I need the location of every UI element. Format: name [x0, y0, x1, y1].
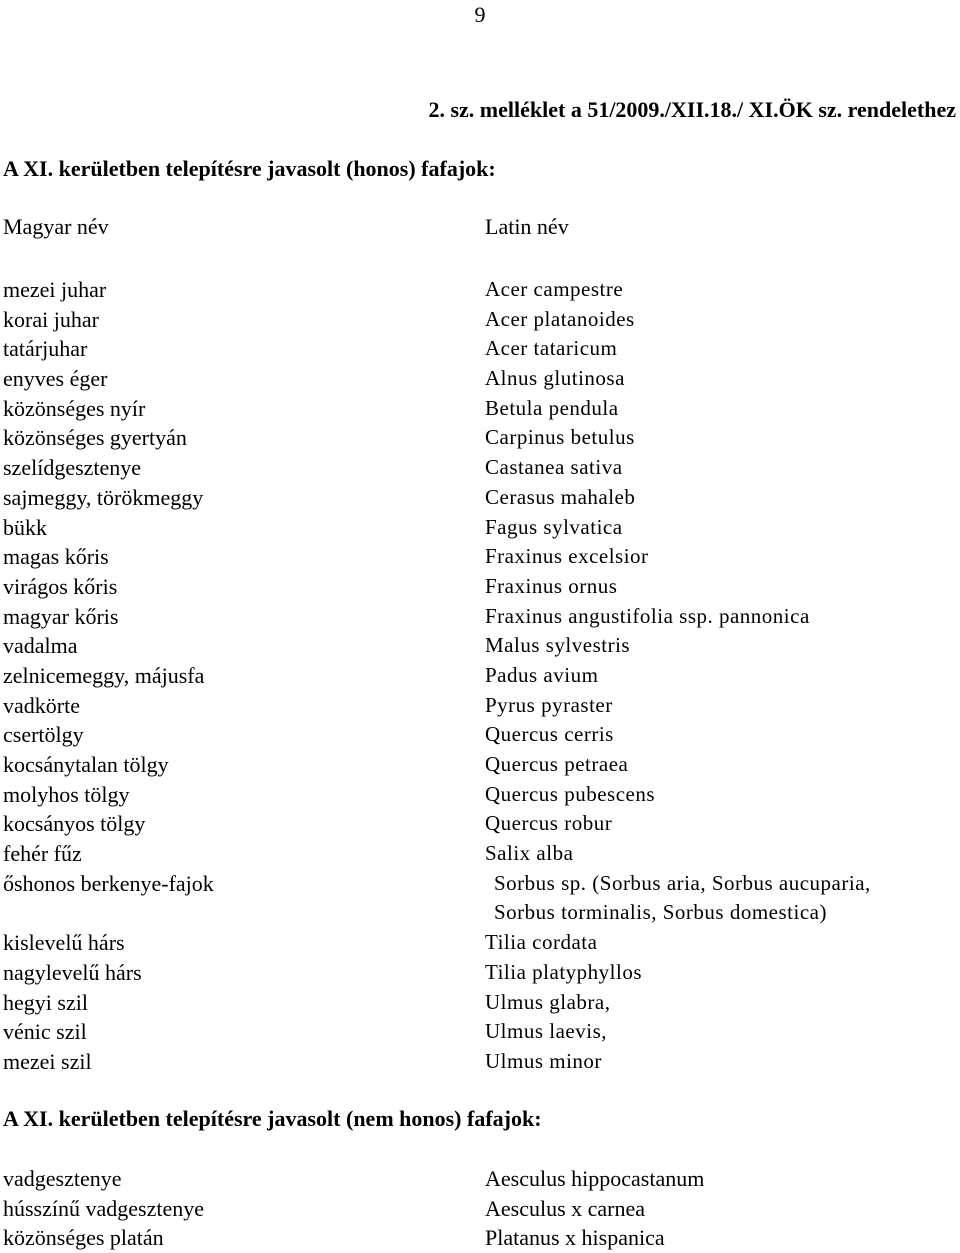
- species-row: [0, 691, 960, 721]
- species-row: [0, 809, 960, 839]
- hungarian-name: kocsánytalan tölgy: [3, 752, 169, 777]
- page-number: 9: [474, 2, 486, 27]
- species-row: [0, 483, 960, 513]
- latin-name: Acer campestre: [485, 277, 624, 301]
- latin-name: Fraxinus ornus: [485, 573, 618, 598]
- species-row: [0, 542, 960, 572]
- species-row: [0, 750, 960, 780]
- nonnative-species-list: [0, 1164, 960, 1253]
- latin-name: Betula pendula: [485, 395, 619, 420]
- hungarian-name: közönséges platán: [3, 1225, 164, 1251]
- latin-name: Fraxinus angustifolia ssp. pannonica: [485, 603, 810, 628]
- hungarian-name: vadgesztenye: [3, 1166, 122, 1191]
- species-row: [0, 988, 960, 1018]
- species-row: [0, 1047, 960, 1077]
- hungarian-name: tatárjuhar: [3, 336, 88, 362]
- hungarian-name: vadalma: [3, 633, 78, 659]
- hungarian-name: fehér fűz: [3, 841, 82, 867]
- hungarian-name: csertölgy: [3, 722, 84, 748]
- species-row: [0, 1017, 960, 1047]
- hungarian-name: őshonos berkenye-fajok: [3, 870, 214, 896]
- latin-name: Acer platanoides: [485, 306, 635, 331]
- hungarian-name: nagylevelű hárs: [3, 959, 142, 985]
- species-row: [0, 423, 960, 453]
- latin-name: Ulmus minor: [485, 1048, 602, 1073]
- latin-name: Quercus pubescens: [485, 781, 656, 806]
- latin-name: Pyrus pyraster: [485, 692, 613, 717]
- hungarian-name-column-header: Magyar név: [3, 214, 109, 239]
- native-species-heading: A XI. kerületben telepítésre javasolt (honos) fafajok:: [3, 156, 496, 181]
- latin-name: Malus sylvestris: [485, 633, 631, 658]
- species-row: [0, 869, 960, 928]
- hungarian-name: kislevelű hárs: [3, 930, 125, 956]
- species-row: [0, 572, 960, 602]
- species-row: [0, 1164, 960, 1194]
- species-row: [0, 958, 960, 988]
- latin-name: Alnus glutinosa: [485, 366, 625, 391]
- hungarian-name: enyves éger: [3, 366, 108, 392]
- species-row: [0, 394, 960, 424]
- species-row: [0, 275, 960, 305]
- latin-name: Ulmus laevis,: [485, 1019, 607, 1044]
- hungarian-name: bükk: [3, 514, 47, 540]
- hungarian-name: korai juhar: [3, 306, 99, 332]
- latin-name: Platanus x hispanica: [485, 1225, 665, 1251]
- latin-name: Tilia cordata: [485, 930, 598, 955]
- nonnative-species-heading: A XI. kerületben telepítésre javasolt (nem honos) fafajok:: [3, 1106, 542, 1131]
- latin-name: Aesculus x carnea: [485, 1195, 646, 1221]
- latin-name: Fraxinus excelsior: [485, 544, 649, 569]
- latin-name-column-header: Latin név: [485, 214, 569, 239]
- hungarian-name: hússzínű vadgesztenye: [3, 1195, 204, 1221]
- hungarian-name: mezei szil: [3, 1048, 92, 1074]
- latin-name: Acer tataricum: [485, 336, 618, 361]
- latin-name: Ulmus glabra,: [485, 989, 611, 1014]
- latin-name: Quercus robur: [485, 811, 613, 836]
- latin-name: Quercus petraea: [485, 752, 629, 776]
- hungarian-name: molyhos tölgy: [3, 781, 130, 807]
- native-species-list: [0, 275, 960, 1077]
- latin-name: Castanea sativa: [485, 455, 623, 480]
- species-row: [0, 928, 960, 958]
- species-row: [0, 602, 960, 632]
- hungarian-name: vénic szil: [3, 1019, 87, 1045]
- hungarian-name: magyar kőris: [3, 603, 119, 629]
- latin-name: Fagus sylvatica: [485, 514, 623, 539]
- species-row: [0, 661, 960, 691]
- hungarian-name: zelnicemeggy, májusfa: [3, 662, 205, 688]
- species-row: [0, 513, 960, 543]
- latin-name: Cerasus mahaleb: [485, 484, 636, 509]
- hungarian-name: magas kőris: [3, 544, 109, 570]
- hungarian-name: közönséges gyertyán: [3, 425, 187, 451]
- latin-name: Padus avium: [485, 662, 599, 687]
- hungarian-name: hegyi szil: [3, 989, 88, 1015]
- species-row: [0, 305, 960, 335]
- hungarian-name: sajmeggy, törökmeggy: [3, 484, 204, 510]
- latin-name: Quercus cerris: [485, 722, 614, 747]
- latin-name: Aesculus hippocastanum: [485, 1166, 705, 1191]
- latin-name-continuation: Sorbus torminalis, Sorbus domestica): [494, 900, 827, 925]
- hungarian-name: kocsányos tölgy: [3, 811, 146, 837]
- attachment-title: 2. sz. melléklet a 51/2009./XII.18./ XI.ÖK sz. rendelethez: [428, 97, 956, 122]
- species-row: [0, 839, 960, 869]
- species-row: [0, 631, 960, 661]
- species-row: [0, 364, 960, 394]
- latin-name: Salix alba: [485, 841, 574, 866]
- species-row: [0, 334, 960, 364]
- latin-name: Carpinus betulus: [485, 425, 635, 450]
- hungarian-name: szelídgesztenye: [3, 455, 142, 481]
- species-row: [0, 1194, 960, 1224]
- latin-name: Sorbus sp. (Sorbus aria, Sorbus aucuparia,: [494, 870, 871, 895]
- species-row: [0, 1223, 960, 1253]
- hungarian-name: vadkörte: [3, 692, 80, 718]
- species-row: [0, 453, 960, 483]
- hungarian-name: virágos kőris: [3, 573, 118, 599]
- hungarian-name: közönséges nyír: [3, 395, 146, 421]
- hungarian-name: mezei juhar: [3, 277, 107, 302]
- species-row: [0, 780, 960, 810]
- species-row: [0, 720, 960, 750]
- latin-name: Tilia platyphyllos: [485, 959, 642, 984]
